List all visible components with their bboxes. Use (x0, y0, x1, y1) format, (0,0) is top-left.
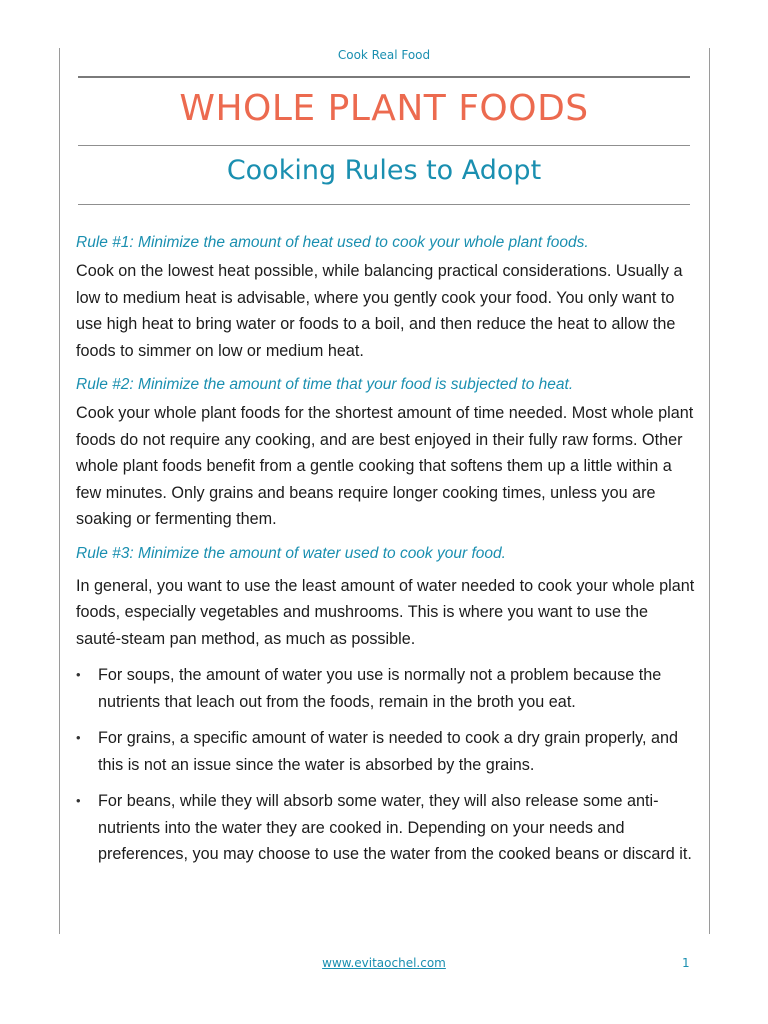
page-subtitle: Cooking Rules to Adopt (226, 155, 542, 186)
rule-heading: Rule #2: Minimize the amount of time that your food is subjected to heat. (76, 376, 574, 393)
list-item-text: For beans, while they will absorb some water, they will also release some anti-nutrients into the water they are cooked in. Depending on your needs and preferences, you may choose to use the water from the cooked beans or discard it. (98, 792, 692, 863)
water-bullet-list (76, 662, 696, 868)
document-body (76, 232, 696, 878)
list-item (76, 788, 696, 868)
list-item-text: For grains, a specific amount of water is needed to cook a dry grain properly, and this is not an issue since the water is absorbed by the grains. (98, 729, 679, 774)
rule-paragraph: Cook your whole plant foods for the shortest amount of time needed. Most whole plant foods do not require any cooking, and are best enjoyed in their fully raw forms. Other whole plant foods benefit from a gentle cooking that softens them up a little within a few minutes. Only grains and beans require longer cooking times, unless you are soaking or fermenting them. (76, 404, 694, 528)
page-number: 1 (682, 956, 690, 970)
rule-section-1 (76, 232, 696, 364)
title-divider (78, 145, 690, 146)
header-divider (78, 76, 690, 78)
page-title: WHOLE PLANT FOODS (179, 88, 589, 129)
rule-paragraph: Cook on the lowest heat possible, while balancing practical considerations. Usually a low to medium heat is advisable, where you gently cook your food. You only want to use high heat to bring water or foods to a boil, and then reduce the heat to allow the foods to simmer on low or medium heat. (76, 262, 683, 360)
rule-heading: Rule #1: Minimize the amount of heat used to cook your whole plant foods. (76, 234, 589, 251)
bullet-icon: • (76, 793, 81, 808)
rule-section-3 (76, 543, 696, 653)
rule-paragraph: In general, you want to use the least amount of water needed to cook your whole plant foods, especially vegetables and mushrooms. This is where you want to use the sauté-steam pan method, as much as possible. (76, 576, 695, 648)
running-header: Cook Real Food (337, 48, 431, 62)
bullet-icon: • (76, 667, 81, 682)
rule-section-2 (76, 374, 696, 533)
subtitle-divider (78, 204, 690, 205)
list-item (76, 662, 696, 715)
rule-heading: Rule #3: Minimize the amount of water used to cook your food. (76, 544, 506, 562)
list-item-text: For soups, the amount of water you use is normally not a problem because the nutrients that leach out from the foods, remain in the broth you eat. (98, 666, 662, 711)
bullet-icon: • (76, 730, 81, 745)
website-link[interactable]: www.evitaochel.com (322, 956, 446, 970)
list-item (76, 725, 696, 778)
